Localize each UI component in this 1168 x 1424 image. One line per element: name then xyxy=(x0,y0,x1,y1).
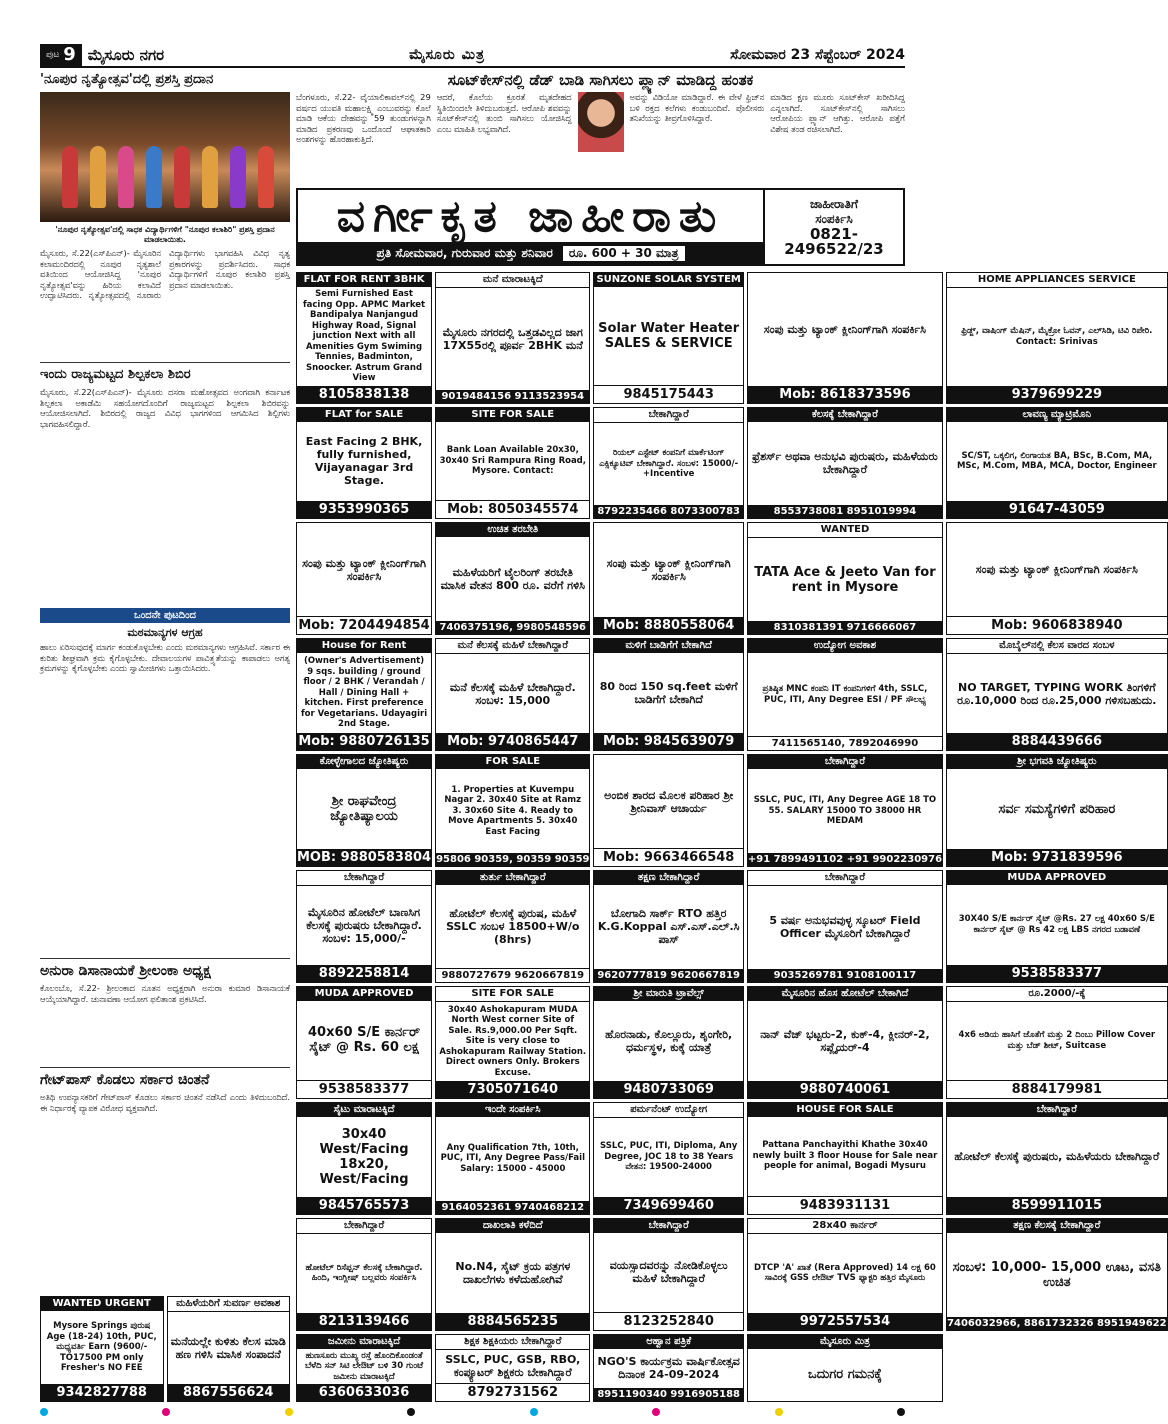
ad-body: ಮೈಸೂರು ನಗರದಲ್ಲಿ ಒತ್ತಡವಿಲ್ಲದ ಜಾಗ 17X55ರಲ್ಲಿ ಪೂರ್ವ 2BHK ಮನೆ xyxy=(442,325,583,352)
ad-phone: 8310381391 9716666067 xyxy=(748,621,942,634)
classified-title: ವರ್ಗೀಕೃತ ಜಾಹೀರಾತು xyxy=(336,190,725,242)
ad-title: ಇಂದೇ ಸಂಪರ್ಕಿಸಿ xyxy=(436,1103,589,1117)
ad-body: ಹೋಟೆಲ್ ರಿಸೆಪ್ಷನ್ ಕೆಲಸಕ್ಕೆ ಬೇಕಾಗಿದ್ದಾರೆ. ಹಿಂದಿ, ಇಂಗ್ಲೀಷ್ ಬಲ್ಲವರು ಸಂಪರ್ಕಿಸಿ xyxy=(305,1262,423,1284)
ad-phone: 6360633036 xyxy=(297,1384,431,1401)
classified-ad xyxy=(747,407,943,520)
ad-title: ಕೋಳ್ಳೇಗಾಲದ ಜ್ಯೋತಿಷ್ಯರು xyxy=(297,755,431,769)
page-number: 9 xyxy=(63,44,76,65)
classified-ad xyxy=(435,1334,590,1403)
ad-body: ಮಹಿಳೆಯರಿಗೆ ಟೈಲರಿಂಗ್ ತರಬೇತಿ ಮಾಸಿಕ ವೇತನ 800 ರೂ. ವರೆಗೆ ಗಳಿಸಿ xyxy=(440,566,585,593)
ad-phone: 91647-43059 xyxy=(947,501,1167,518)
ad-phone: +91 7899491102 +91 9902230976 xyxy=(747,854,943,865)
ad-phone: Mob: 9663466548 xyxy=(594,848,742,866)
classified-ad xyxy=(435,870,590,983)
ad-body: ರಿಯಲ್ ಎಸ್ಟೇಟ್ ಕಂಪನಿಗೆ ಮಾರ್ಕೆಟಿಂಗ್ ಎಕ್ಸಿಕ್ಯೂಟಿವ್ ಬೇಕಾಗಿದ್ದಾರೆ. ಸಂಬಳ: 15000/-+Incentive xyxy=(599,448,739,480)
contact-line: ಸಂಪರ್ಕಿಸಿ xyxy=(815,212,853,226)
classified-ad xyxy=(593,522,743,635)
classified-ad xyxy=(296,870,432,983)
classified-ad xyxy=(296,638,432,751)
ad-phone: 9342827788 xyxy=(41,1384,163,1401)
ad-body: ಶ್ರೀ ರಾಘವೇಂದ್ರ ಜ್ಯೋತಿಷ್ಯಾಲಯ xyxy=(330,794,398,825)
ad-phone: 8884565235 xyxy=(436,1313,589,1330)
classified-ad xyxy=(946,272,1168,404)
classified-ad xyxy=(593,272,743,404)
ad-body: ಬೋಗಾದಿ ಸಾರ್ಕ್ RTO ಹತ್ತಿರ K.G.Koppal ಎಸ್.ಎಸ್.ಎಲ್.ಸಿ ಪಾಸ್ xyxy=(597,907,740,947)
classified-grid xyxy=(296,272,1167,1402)
ad-phone: 8792731562 xyxy=(436,1383,589,1401)
ad-phone: Mob: 8618373596 xyxy=(748,386,942,403)
ad-title: ಉದ್ಯೋಗ ಅವಕಾಶ xyxy=(748,639,942,653)
ad-title: ಬೇಕಾಗಿದ್ದಾರೆ xyxy=(748,755,942,769)
ad-title: 28x40 ಕಾರ್ನರ್ xyxy=(748,1219,942,1234)
ad-body: ಅಂಬಿಕ ಶಾರದ ಮೊಲಕ ಪರಿಹಾರ ಶ್ರೀ ಶ್ರೀನಿವಾಸ್ ಆಚಾರ್ಯ xyxy=(604,788,734,815)
ad-phone: 8123252840 xyxy=(594,1312,742,1330)
ad-body: ವಯಸ್ಸಾದವರನ್ನು ನೋಡಿಕೊಳ್ಳಲು ಮಹಿಳೆ ಬೇಕಾಗಿದ್ದಾರೆ xyxy=(609,1259,728,1286)
ad-body: 1. Properties at Kuvempu Nagar 2. 30x40 Site at Ramz 3. 30x60 Site 4. Ready to Move Apartments 5. 30x40 East Facing xyxy=(444,784,582,837)
classified-ad xyxy=(593,1334,743,1403)
ad-body: ಸಂಪು ಮತ್ತು ಟ್ಯಾಂಕ್ ಕ್ಲೀನಿಂಗ್‌ಗಾಗಿ ಸಂಪರ್ಕಿಸಿ xyxy=(606,557,731,584)
ad-title: ಮನೆ ಕೆಲಸಕ್ಕೆ ಮಹಿಳೆ ಬೇಕಾಗಿದ್ದಾರೆ xyxy=(436,639,589,654)
classified-ad xyxy=(946,986,1168,1099)
classified-ad xyxy=(296,986,432,1099)
page-number-box xyxy=(40,44,82,66)
divider xyxy=(40,1067,290,1068)
masthead: ಮೈಸೂರು ಮಿತ್ರ xyxy=(409,47,485,63)
classified-ad xyxy=(435,407,590,520)
registration-dot xyxy=(530,1408,538,1416)
classified-ad xyxy=(747,522,943,635)
classified-ad xyxy=(747,870,943,983)
classified-ad xyxy=(747,1102,943,1215)
classified-banner xyxy=(296,188,905,266)
ad-body: 40x60 S/E ಕಾರ್ನರ್ ಸೈಟ್ @ Rs. 60 ಲಕ್ಷ xyxy=(307,1025,421,1056)
ad-phone: 8884439666 xyxy=(947,733,1167,750)
classified-ad xyxy=(40,1296,164,1402)
ad-body: ಹೋಟೆಲ್ ಕೆಲಸಕ್ಕೆ ಪುರುಷರು, ಮಹಿಳೆಯರು ಬೇಕಾಗಿದ್ದಾರೆ xyxy=(954,1150,1160,1164)
left-news-column xyxy=(40,72,290,1172)
ad-body: SSLC, PUC, GSB, RBO, ಕಂಪ್ಯೂಟರ್ ಶಿಕ್ಷಕರು ಬೇಕಾಗಿದ್ದಾರೆ xyxy=(445,1353,581,1380)
ad-phone: 7406032966, 8861732326 8951949622 xyxy=(947,1317,1167,1329)
classified-ad xyxy=(435,754,590,867)
ad-body: Semi Furnished East facing Opp. APMC Market Bandipalya Nanjangud Highway Road, Signal junction Next with all Amenities Gym Swiming Tennies, Badminton, Snoocker. Astrum Grand View xyxy=(302,289,426,383)
ad-body: East Facing 2 BHK, fully furnished, Vijayanagar 3rd Stage. xyxy=(305,435,423,488)
dance-photo xyxy=(40,92,290,222)
ad-phone: 8599911015 xyxy=(947,1197,1167,1214)
ad-body: ನಾನ್ ವೆಜ್ ಭಟ್ಟರು-2, ಕುಕ್-4, ಕ್ಲೀನರ್-2, ಸಪ್ಲೈಯರ್-4 xyxy=(760,1027,930,1054)
section-title: ಮೈಸೂರು ನಗರ xyxy=(87,46,165,64)
ad-title: ಬೇಕಾಗಿದ್ದಾರೆ xyxy=(947,1103,1167,1117)
ad-body: ಹುಣಸೂರು ಮುಖ್ಯ ರಸ್ತೆ ಹೊಂದಿಕೊಂಡಂತೆ ಬೆಳೆದಿ ಸನ್ ಸಿಟಿ ಲೇಔಟ್ ಬಳಿ 30 ಗುಂಟೆ ಜಮೀನು ಮಾರಾಟಕ್ಕಿದೆ xyxy=(305,1350,424,1382)
ad-title: SUNZONE SOLAR SYSTEM xyxy=(596,274,741,285)
ad-body: DTCP 'A' ಖಾತೆ (Rera Approved) 14 ಲಕ್ಷ 60 ಸಾವಿರಕ್ಕೆ GSS ಲೇಔಟ್ TVS ಫ್ಯಾಕ್ಟರಿ ಹತ್ತಿರ ಮೈಸೂರು xyxy=(754,1262,936,1284)
ad-title: ಬೇಕಾಗಿದ್ದಾರೆ xyxy=(594,1219,742,1233)
ad-title: ಮಹಿಳೆಯರಿಗೆ ಸುವರ್ಣ ಅವಕಾಶ xyxy=(168,1297,290,1312)
ad-body: ಸಂಪು ಮತ್ತು ಟ್ಯಾಂಕ್ ಕ್ಲೀನಿಂಗ್‌ಗಾಗಿ ಸಂಪರ್ಕಿಸಿ xyxy=(302,556,426,583)
ad-phone: 9035269781 9108100117 xyxy=(748,969,942,982)
classified-ad xyxy=(167,1296,291,1402)
article-col: ಮಾಡಿದ ಕ್ಷಣ ಮೂರು ಸೂಟ್‌ಕೇಸ್ ಖರೀದಿಸಿದ್ದ ಎನ್ನಲಾಗಿದೆ. ಸೂಟ್‌ಕೇಸ್‌ನಲ್ಲಿ ಸಾಗಿಸಲು ಆರೋಪಿಯ ಪ್ಲ್ಯಾನ್ ಆಗಿತ್ತು. ಆರೋಪಿ ಪತ್ತೆಗೆ ವಿಶೇಷ ತಂಡ ರಚಿಸಲಾಗಿದೆ. xyxy=(770,92,905,134)
ad-body: (Owner's Advertisement) 9 sqs. building / ground floor / 2 BHK / Verandah / Hall / Dining Hall + kitchen. First preference for Vegetarians. Udayagiri 2nd Stage. xyxy=(300,656,428,730)
ad-body: ಮೈಸೂರಿನ ಹೋಟೆಲ್ ಬಾಣಸಿಗ ಕೆಲಸಕ್ಕೆ ಪುರುಷರು ಬೇಕಾಗಿದ್ದಾರೆ. ಸಂಬಳ: 15,000/- xyxy=(306,905,422,945)
classified-ad xyxy=(946,1218,1168,1331)
ad-body: Pattana Panchayithi Khathe 30x40 newly built 3 floor House for Sale near people for animal, Bogadi Mysuru xyxy=(752,1140,938,1172)
ad-body: ಒದುಗರ ಗಮನಕ್ಕೆ xyxy=(807,1367,882,1383)
classified-ad xyxy=(296,1102,432,1215)
classified-days: ಪ್ರತಿ ಸೋಮವಾರ, ಗುರುವಾರ ಮತ್ತು ಶನಿವಾರ xyxy=(376,245,553,260)
ad-title: ಜಮೀನು ಮಾರಾಟಕ್ಕಿದೆ xyxy=(297,1335,431,1349)
victim-portrait xyxy=(578,92,624,152)
ad-title: WANTED xyxy=(748,523,942,538)
classified-ad xyxy=(296,1334,432,1403)
ad-title: MUDA APPROVED xyxy=(297,987,431,1001)
ad-phone: 9019484156 9113523954 xyxy=(436,390,589,403)
classified-ad xyxy=(593,754,743,867)
photo-figure xyxy=(146,146,162,208)
ad-phone: 9972557534 xyxy=(748,1313,942,1330)
ad-body: ಸರ್ವ ಸಮಸ್ಯೆಗಳಿಗೆ ಪರಿಹಾರ xyxy=(998,801,1116,817)
article-body: ಮೈಸೂರು, ಸೆ.22(ಎಸ್‌ಪಿಎನ್)- ಮೈಸೂರು ದಸರಾ ಮಹೋತ್ಸವದ ಅಂಗವಾಗಿ ಕರ್ನಾಟಕ ಶಿಲ್ಪಕಲಾ ಅಕಾಡೆಮಿ ಸಹಯೋಗದೊಂದಿಗೆ ರಾಜ್ಯಮಟ್ಟದ ಶಿಲ್ಪಕಲಾ ಶಿಬಿರವನ್ನು ಆಯೋಜಿಸಲಾಗಿದೆ. ಶಿಬಿರದಲ್ಲಿ ರಾಜ್ಯದ ವಿವಿಧ ಭಾಗಗಳಿಂದ ಆಗಮಿಸಿದ ಶಿಲ್ಪಿಗಳು ಭಾಗವಹಿಸಲಿದ್ದಾರೆ. xyxy=(40,387,290,429)
classified-ad xyxy=(946,1102,1168,1215)
photo-figure xyxy=(118,146,134,208)
classified-ad xyxy=(593,407,743,520)
ad-phone: 7349699460 xyxy=(594,1197,742,1214)
ad-title: ತಕ್ಷಣ ಕೆಲಸಕ್ಕೆ ಬೇಕಾಗಿದ್ದಾರೆ xyxy=(947,1219,1167,1233)
contact-phone: 0821- xyxy=(810,225,858,243)
classified-ad xyxy=(747,986,943,1099)
ad-title: ಲಾವಣ್ಯ ಮ್ಯಾಟ್ರಿಮೊನಿ xyxy=(947,408,1167,422)
classified-ad xyxy=(435,1102,590,1215)
divider xyxy=(40,958,290,959)
ad-body: NO TARGET, TYPING WORK ತಿಂಗಳಿಗೆ ರೂ.10,000 ರಿಂದ ರೂ.25,000 ಗಳಿಸಬಹುದು. xyxy=(957,680,1157,707)
classified-ad xyxy=(593,1102,743,1215)
issue-date: ಸೋಮವಾರ 23 ಸೆಪ್ಟೆಂಬರ್ 2024 xyxy=(730,47,905,63)
headline-suitcase: ಸೂಟ್‌ಕೇಸ್‌ನಲ್ಲಿ ಡೆಡ್ ಬಾಡಿ ಸಾಗಿಸಲು ಪ್ಲ್ಯಾನ್ ಮಾಡಿದ್ದ ಹಂತಕ xyxy=(447,71,754,89)
ad-title: SITE FOR SALE xyxy=(436,408,589,422)
classified-ad xyxy=(747,754,943,867)
registration-dot xyxy=(162,1408,170,1416)
page-header xyxy=(40,44,905,68)
ad-phone: 9538583377 xyxy=(947,965,1167,982)
ad-body: ಸಂಪು ಮತ್ತು ಟ್ಯಾಂಕ್ ಕ್ಲೀನಿಂಗ್‌ಗಾಗಿ ಸಂಪರ್ಕಿಸಿ xyxy=(763,322,927,336)
classified-ad xyxy=(435,1218,590,1331)
contact-phone: 2496522/23 xyxy=(784,240,884,258)
ad-phone: Mob: 7204494854 xyxy=(298,618,430,634)
classified-price: ರೂ. 600 + 30 ಮಾತ್ರ xyxy=(563,246,685,261)
ad-phone: Mob: 9880726135 xyxy=(298,734,430,750)
top-news xyxy=(296,72,905,182)
classified-ad xyxy=(435,986,590,1099)
ad-phone: 95806 90359, 90359 90359 xyxy=(436,854,590,865)
ad-body: ಹೊರನಾಡು, ಕೊಲ್ಲೂರು, ಶೃಂಗೇರಿ, ಧರ್ಮಸ್ಥಳ, ಕುಕ್ಕೆ ಯಾತ್ರೆ xyxy=(605,1027,733,1054)
ad-phone: 9880727679 9620667819 xyxy=(436,968,589,982)
ad-title: ಮೊಬೈಲ್‌ನಲ್ಲಿ ಕೆಲಸ ವಾರದ ಸಂಬಳ xyxy=(947,639,1167,654)
headline-gatepass: ಗೇಟ್‌ಪಾಸ್ ಕೊಡಲು ಸರ್ಕಾರ ಚಿಂತನೆ xyxy=(40,1072,210,1088)
ad-title: ಪರ್ಮನೆಂಟ್ ಉದ್ಯೋಗ xyxy=(594,1103,742,1118)
ad-body: SC/ST, ಒಕ್ಕಲಿಗ, ಲಿಂಗಾಯತ BA, BSc, B.Com, MA, MSc, M.Com, MBA, MCA, Doctor, Engineer xyxy=(956,450,1157,472)
classified-ad xyxy=(946,638,1168,751)
photo-figure xyxy=(202,146,218,208)
classified-ad xyxy=(747,638,943,751)
headline-nupura: 'ನೂಪುರ ನೃತ್ಯೋತ್ಸವ'ದಲ್ಲಿ ಪ್ರಶಸ್ತಿ ಪ್ರದಾನ xyxy=(40,72,214,87)
ad-body: ಸಂಪು ಮತ್ತು ಟ್ಯಾಂಕ್ ಕ್ಲೀನಿಂಗ್‌ಗಾಗಿ ಸಂಪರ್ಕಿಸಿ xyxy=(975,563,1138,577)
ad-body: ಫ್ರಿಡ್ಜ್, ವಾಷಿಂಗ್ ಮೆಷಿನ್, ಮೈಕ್ರೋ ಓವನ್, ಎಲ್‌ಸಿಡಿ, ಟಿವಿ ರಿಪೇರಿ. Contact: Srinivas xyxy=(961,326,1153,347)
left-classified-ads xyxy=(40,1296,290,1402)
ad-phone: 9164052361 9740468212 xyxy=(436,1201,589,1214)
classified-ad xyxy=(435,522,590,635)
ad-body: Solar Water Heater SALES & SERVICE xyxy=(598,320,740,351)
ad-title: HOUSE FOR SALE xyxy=(748,1103,942,1117)
ad-body: 4x6 ಅಡಿಯ ಹಾಸಿಗೆ ಜೊತೆಗೆ ಮತ್ತು 2 ದಿಂಬು Pillow Cover ಮತ್ತು ಬೆಡ್ ಶೀಟ್, Suitcase xyxy=(958,1030,1156,1051)
ad-title: FLAT FOR RENT 3BHK xyxy=(297,273,431,287)
ad-title: ಬೇಕಾಗಿದ್ದಾರೆ xyxy=(594,408,742,423)
divider xyxy=(40,362,290,363)
ad-title: ಸೈಟು ಮಾರಾಟಕ್ಕಿದೆ xyxy=(297,1103,431,1117)
ad-phone: Mob: 8050345574 xyxy=(436,500,589,518)
ad-title: House for Rent xyxy=(297,639,431,653)
article-body: ಕೊಲಂಬೊ, ಸೆ.22- ಶ್ರೀಲಂಕಾದ ನೂತನ ಅಧ್ಯಕ್ಷರಾಗಿ ಅನುರಾ ಕುಮಾರ ಡಿಸಾನಾಯಕೆ ಆಯ್ಕೆಯಾಗಿದ್ದಾರೆ. ಚುನಾವಣಾ ಆಯೋಗ ಫಲಿತಾಂಶ ಪ್ರಕಟಿಸಿದೆ. xyxy=(40,983,290,1004)
ad-phone: 9480733069 xyxy=(594,1081,742,1098)
ad-body: 5 ವರ್ಷ ಅನುಭವವುಳ್ಳ ಸ್ಕೂಟರ್ Field Officer ಮೈಸೂರಿಗೆ ಬೇಕಾಗಿದ್ದಾರೆ xyxy=(769,914,921,941)
classified-ad xyxy=(747,272,943,404)
ad-title: ಮಳಿಗೆ ಬಾಡಿಗೆಗೆ ಬೇಕಾಗಿದೆ xyxy=(594,639,742,653)
ad-title: ದಾಖಲಾತಿ ಕಳೆದಿದೆ xyxy=(436,1219,589,1233)
ad-body: ಮನೆಯಲ್ಲೇ ಕುಳಿತು ಕೆಲಸ ಮಾಡಿ ಹಣ ಗಳಿಸಿ ಮಾಸಿಕ ಸಂಪಾದನೆ xyxy=(170,1335,286,1361)
classified-ad xyxy=(593,986,743,1099)
ad-phone: 8792235466 8073300783 xyxy=(594,505,742,518)
ad-phone: 9880740061 xyxy=(748,1081,942,1098)
headline-srilanka: ಅನುರಾ ಡಿಸಾನಾಯಕೆ ಶ್ರೀಲಂಕಾ ಅಧ್ಯಕ್ಷ xyxy=(40,963,211,979)
ad-phone: MOB: 9880583804 xyxy=(297,850,432,865)
continued-banner: ಒಂದನೇ ಪುಟದಿಂದ xyxy=(40,608,290,623)
ad-title: ಶ್ರೀ ಭಗವತಿ ಜ್ಯೋತಿಷ್ಯರು xyxy=(947,755,1167,769)
ad-body: ಫ್ರೆಶರ್ಸ್ ಅಥವಾ ಅನುಭವಿ ಪುರುಷರು, ಮಹಿಳೆಯರು ಬೇಕಾಗಿದ್ದಾರೆ xyxy=(752,450,938,477)
classified-ad xyxy=(747,1334,943,1403)
ad-title: ಮೈಸೂರು ಮಿತ್ರ xyxy=(748,1335,942,1349)
article-col: ಅವನ್ನು ವಿಡಿಯೋ ಮಾಡಿದ್ದಾರೆ. ಈ ವೇಳೆ ಫ್ರಿಜ್‌ನ ಬಳಿ ರಕ್ತದ ಕಲೆಗಳು ಕಂಡುಬಂದಿವೆ. ಪೊಲೀಸರು ತನಿಖೆಯನ್ನು ತೀವ್ರಗೊಳಿಸಿದ್ದಾರೆ. xyxy=(629,92,765,124)
ad-phone: 8884179981 xyxy=(947,1080,1167,1098)
photo-figure xyxy=(174,146,190,208)
ad-body: ಮನೆ ಕೆಲಸಕ್ಕೆ ಮಹಿಳೆ ಬೇಕಾಗಿದ್ದಾರೆ. ಸಂಬಳ: 15,000 xyxy=(449,680,576,707)
classified-ad xyxy=(435,272,590,404)
ad-title: ಕೆಲಸಕ್ಕೆ ಬೇಕಾಗಿದ್ದಾರೆ xyxy=(748,408,942,422)
ad-body: No.N4, ಸೈಟ್ ಕ್ರಯ ಪತ್ರಗಳ ದಾಖಲೆಗಳು ಕಳೆದುಹೋಗಿವೆ xyxy=(455,1259,571,1286)
classified-ad xyxy=(593,870,743,983)
photo-caption: 'ನೂಪುರ ನೃತ್ಯೋತ್ಸವ'ದಲ್ಲಿ ಸಾಧಕ ವಿದ್ಯಾರ್ಥಿಗಳಿಗೆ "ನೂಪುರ ಕಲಾಶಿರಿ" ಪ್ರಶಸ್ತಿ ಪ್ರದಾನ ಮಾಡಲಾಯಿತು. xyxy=(55,225,275,244)
registration-dot xyxy=(40,1408,48,1416)
print-registration-dots xyxy=(40,1408,905,1416)
ad-title: ಶ್ರೀ ಮಾರುತಿ ಟ್ರಾವೆಲ್ಸ್ xyxy=(594,987,742,1001)
ad-title: SITE FOR SALE xyxy=(436,987,589,1002)
ad-title: ಆಹ್ವಾನ ಪತ್ರಿಕೆ xyxy=(594,1335,742,1349)
ad-title: ಬೇಕಾಗಿದ್ದಾರೆ xyxy=(297,1219,431,1234)
ad-body: ಪ್ರತಿಷ್ಠಿತ MNC ಕಂಪನಿ IT ಕಂಪನಿಗಳಿಗೆ 4th, SSLC, PUC, ITI, Any Degree ESI / PF ಸೌಲಭ್ಯ xyxy=(762,684,928,705)
classified-strip xyxy=(298,242,763,264)
ad-phone: 8105838138 xyxy=(297,386,431,403)
ad-phone: Mob: 9845639079 xyxy=(594,733,742,750)
ad-title: HOME APPLIANCES SERVICE xyxy=(947,273,1167,288)
ad-body: SSLC, PUC, ITI, Diploma, Any Degree, JOC 18 to 38 Years ವೇತನ: 19500-24000 xyxy=(600,1141,738,1173)
ad-body: ಹೋಟೆಲ್ ಕೆಲಸಕ್ಕೆ ಪುರುಷ, ಮಹಿಳೆ SSLC ಸಂಬಳ 18500+W/o (8hrs) xyxy=(446,906,580,946)
registration-dot xyxy=(407,1408,415,1416)
ad-phone: Mob: 9606838940 xyxy=(947,616,1167,634)
ad-phone: 8951190340 9916905188 xyxy=(594,1388,742,1401)
article-col: ಬೆಂಗಳೂರು, ಸೆ.22- ವೈಯಾಲಿಕಾವಲ್‌ನಲ್ಲಿ 29 ವರ್ಷದ ಯುವತಿ ಮಹಾಲಕ್ಷ್ಮಿ ಎಂಬುವರನ್ನು ಕೊಲೆ ಮಾಡಿ ಆಕೆಯ ದೇಹವನ್ನು 59 ತುಂಡುಗಳನ್ನಾಗಿ ಮಾಡಿದ ಪ್ರಕರಣವು ಒಂದೊಂದೆ ಆಘಾತಕಾರಿ ಅಂಶಗಳನ್ನು ಹೊರಹಾಕುತ್ತಿದೆ. xyxy=(296,92,431,145)
classified-ad xyxy=(946,522,1168,635)
registration-dot xyxy=(652,1408,660,1416)
ad-body: 30x40 West/Facing 18x20, West/Facing xyxy=(319,1126,409,1187)
classified-contact xyxy=(763,190,903,264)
ad-phone: 9538583377 xyxy=(297,1080,431,1098)
ad-title: MUDA APPROVED xyxy=(947,871,1167,885)
ad-phone: 9620777819 9620667819 xyxy=(594,969,742,982)
classified-ad xyxy=(296,1218,432,1331)
ad-phone: 8553738081 8951019994 xyxy=(748,505,942,518)
classified-ad xyxy=(296,407,432,520)
registration-dot xyxy=(775,1408,783,1416)
ad-title: ತಕ್ಷಣ ಬೇಕಾಗಿದ್ದಾರೆ xyxy=(594,871,742,885)
photo-figure xyxy=(258,146,274,208)
ad-phone: 8213139466 xyxy=(297,1313,431,1330)
ad-title: ತುರ್ತು ಬೇಕಾಗಿದ್ದಾರೆ xyxy=(436,871,589,885)
photo-figure xyxy=(62,146,78,208)
ad-phone: 7305071640 xyxy=(436,1081,589,1098)
article-body: ಅತಿಥಿ ಉಪನ್ಯಾಸಕರಿಗೆ ಗೇಟ್‌ಪಾಸ್ ಕೊಡಲು ಸರ್ಕಾರ ಚಿಂತನೆ ನಡೆಸಿದೆ ಎಂದು ತಿಳಿದುಬಂದಿದೆ. ಈ ನಿರ್ಧಾರಕ್ಕೆ ವ್ಯಾಪಕ ವಿರೋಧ ವ್ಯಕ್ತವಾಗಿದೆ. xyxy=(40,1092,290,1113)
ad-body: ಸಂಬಳ: 10,000- 15,000 ಊಟ, ವಸತಿ ಉಚಿತ xyxy=(952,1259,1162,1290)
ad-title: FOR SALE xyxy=(436,755,589,769)
registration-dot xyxy=(897,1408,905,1416)
ad-body: SSLC, PUC, ITI, Any Degree AGE 18 TO 55. SALARY 15000 TO 38000 HR MEDAM xyxy=(753,795,937,827)
classified-ad xyxy=(296,522,432,635)
classified-ad xyxy=(946,754,1168,867)
ad-body: 80 ರಿಂದ 150 sq.feet ಮಳಿಗೆ ಬಾಡಿಗೆಗೆ ಬೇಕಾಗಿದೆ xyxy=(599,680,738,707)
ad-title: ಮೈಸೂರಿನ ಹೊಸ ಹೋಟೆಲ್ ಬೇಕಾಗಿದೆ xyxy=(748,987,942,1001)
ad-title: ಉಚಿತ ತರಬೇತಿ xyxy=(436,523,589,537)
ad-body: Any Qualification 7th, 10th, PUC, ITI, Any Degree Pass/Fail Salary: 15000 - 45000 xyxy=(440,1142,585,1174)
classified-ad xyxy=(946,407,1168,520)
article-body: ಹಾಲು ಏರಿಸುವುದಕ್ಕೆ ಮಾರ್ಗ ಕಂಡುಕೊಳ್ಳಬೇಕು ಎಂದು ಮಠಮಾನ್ಯಗಳು ಆಗ್ರಹಿಸಿವೆ. ಸರ್ಕಾರ ಈ ಕುರಿತು ಶೀಘ್ರವಾಗಿ ಕ್ರಮ ಕೈಗೊಳ್ಳಬೇಕು. ದೇವಾಲಯಗಳ ಪಾವಿತ್ರ್ಯತೆಯನ್ನು ಕಾಪಾಡಲು ಅಗತ್ಯ ಕ್ರಮಗಳನ್ನು ಕೈಗೊಳ್ಳಬೇಕು ಎಂದು ಸ್ವಾಮೀಜಿಗಳು ಒತ್ತಾಯಿಸಿದರು. xyxy=(40,642,290,674)
page-label: ಪುಟ xyxy=(46,50,60,60)
ad-phone: 9483931131 xyxy=(748,1196,942,1214)
ad-body: 30x40 Ashokapuram MUDA North West corner Site of Sale. Rs.9,000.00 Per Sqft. Site is very close to Ashokapuram Railway Station. Direct owners Only. Brokers Excuse. xyxy=(439,1004,587,1078)
ad-body: Mysore Springs ಪುರುಷ Age (18-24) 10th, PUC, ಮಧ್ಯವರ್ತಿ Earn (9600/-TO17500 PM only Fresher's NO FEE xyxy=(46,1321,157,1374)
ad-body: NGO'S ಕಾರ್ಯಕ್ರಮ ವಾರ್ಷಿಕೋತ್ಸವ ದಿನಾಂಕ 24-09-2024 xyxy=(597,1355,740,1382)
ad-title: ಬೇಕಾಗಿದ್ದಾರೆ xyxy=(748,871,942,886)
headline-sculpture-camp: ಇಂದು ರಾಜ್ಯಮಟ್ಟದ ಶಿಲ್ಪಕಲಾ ಶಿಬಿರ xyxy=(40,367,191,382)
classified-ad xyxy=(593,1218,743,1331)
ad-title: ಬೇಕಾಗಿದ್ದಾರೆ xyxy=(297,871,431,886)
article-col: ಆದರೆ, ಕೊಲೆಯ ಕ್ರೂರತೆ ಮೃತದೇಹದ ಸ್ಥಿತಿಯಿಂದಲೇ ತಿಳಿದುಬರುತ್ತದೆ. ಆರೋಪಿ ಶವವನ್ನು ಸೂಟ್‌ಕೇಸ್‌ನಲ್ಲಿ ತುಂಬಿ ಸಾಗಿಸಲು ಯೋಜಿಸಿದ್ದ ಎಂಬ ಮಾಹಿತಿ ಲಭ್ಯವಾಗಿದೆ. xyxy=(436,92,572,134)
ad-phone: 7411565140, 7892046990 xyxy=(748,736,942,750)
ad-title: FLAT for SALE xyxy=(297,408,431,422)
photo-figure xyxy=(90,146,106,208)
contact-line: ಜಾಹೀರಾತಿಗೆ xyxy=(810,197,858,211)
ad-phone: 8867556624 xyxy=(168,1384,290,1401)
ad-body: 30X40 S/E ಕಾರ್ನರ್ ಸೈಟ್ @Rs. 27 ಲಕ್ಷ 40x60 S/E ಕಾರ್ನರ್ ಸೈಟ್ @ Rs 42 ಲಕ್ಷ LBS ನಗರದ ಬಡಾವಣೆ xyxy=(958,914,1155,935)
classified-ad xyxy=(296,272,432,404)
ad-title: ಶಿಕ್ಷಕ ಶಿಕ್ಷಕಿಯರು ಬೇಕಾಗಿದ್ದಾರೆ xyxy=(436,1335,589,1350)
classified-ad xyxy=(593,638,743,751)
ad-phone: 9845175443 xyxy=(594,385,742,403)
registration-dot xyxy=(285,1408,293,1416)
ad-phone: 9353990365 xyxy=(297,501,431,518)
ad-body: TATA Ace & Jeeto Van for rent in Mysore xyxy=(754,564,936,595)
classified-ad xyxy=(747,1218,943,1331)
ad-phone: Mob: 9731839596 xyxy=(947,849,1167,866)
photo-figure xyxy=(230,146,246,208)
ad-title: ರೂ.2000/-ಕ್ಕೆ xyxy=(947,987,1167,1002)
ad-phone: 8892258814 xyxy=(297,965,431,982)
ad-phone: 9845765573 xyxy=(297,1197,431,1214)
ad-phone: Mob: 8880558064 xyxy=(594,617,742,634)
ad-phone: 7406375196, 9980548596 xyxy=(436,621,589,634)
ad-phone: 9379699229 xyxy=(947,386,1167,403)
subhead-mathas: ಮಠಮಾನ್ಯಗಳ ಆಗ್ರಹ xyxy=(127,626,203,639)
ad-phone: Mob: 9740865447 xyxy=(436,733,589,750)
classified-ad xyxy=(946,870,1168,983)
classified-ad xyxy=(296,754,432,867)
ad-title: WANTED URGENT xyxy=(41,1297,163,1311)
ad-body: Bank Loan Available 20x30, 30x40 Sri Rampura Ring Road, Mysore. Contact: xyxy=(439,445,586,477)
article-body: ಮೈಸೂರು, ಸೆ.22(ಎಸ್‌ಪಿಎನ್)- ಮೈಸೂರಿನ ಕಲಾಮಂದಿರದಲ್ಲಿ ನೂಪುರ ನೃತ್ಯಶಾಲೆ ವತಿಯಿಂದ ಆಯೋಜಿಸಿದ್ದ 'ನೂಪುರ ನೃತ್ಯೋತ್ಸವ'ವನ್ನು ಹಿರಿಯ ಕಲಾವಿದೆ ಉದ್ಘಾಟಿಸಿದರು. ನೃತ್ಯೋತ್ಸವದಲ್ಲಿ ನೂರಾರು ವಿದ್ಯಾರ್ಥಿಗಳು ಭಾಗವಹಿಸಿ ವಿವಿಧ ನೃತ್ಯ ಪ್ರಕಾರಗಳನ್ನು ಪ್ರದರ್ಶಿಸಿದರು. ಸಾಧಕ ವಿದ್ಯಾರ್ಥಿಗಳಿಗೆ ನೂಪುರ ಕಲಾಶಿರಿ ಪ್ರಶಸ್ತಿ ಪ್ರದಾನ ಮಾಡಲಾಯಿತು. xyxy=(40,248,290,301)
ad-title: ಮನೆ ಮಾರಾಟಕ್ಕಿದೆ xyxy=(436,273,589,288)
classified-ad xyxy=(435,638,590,751)
